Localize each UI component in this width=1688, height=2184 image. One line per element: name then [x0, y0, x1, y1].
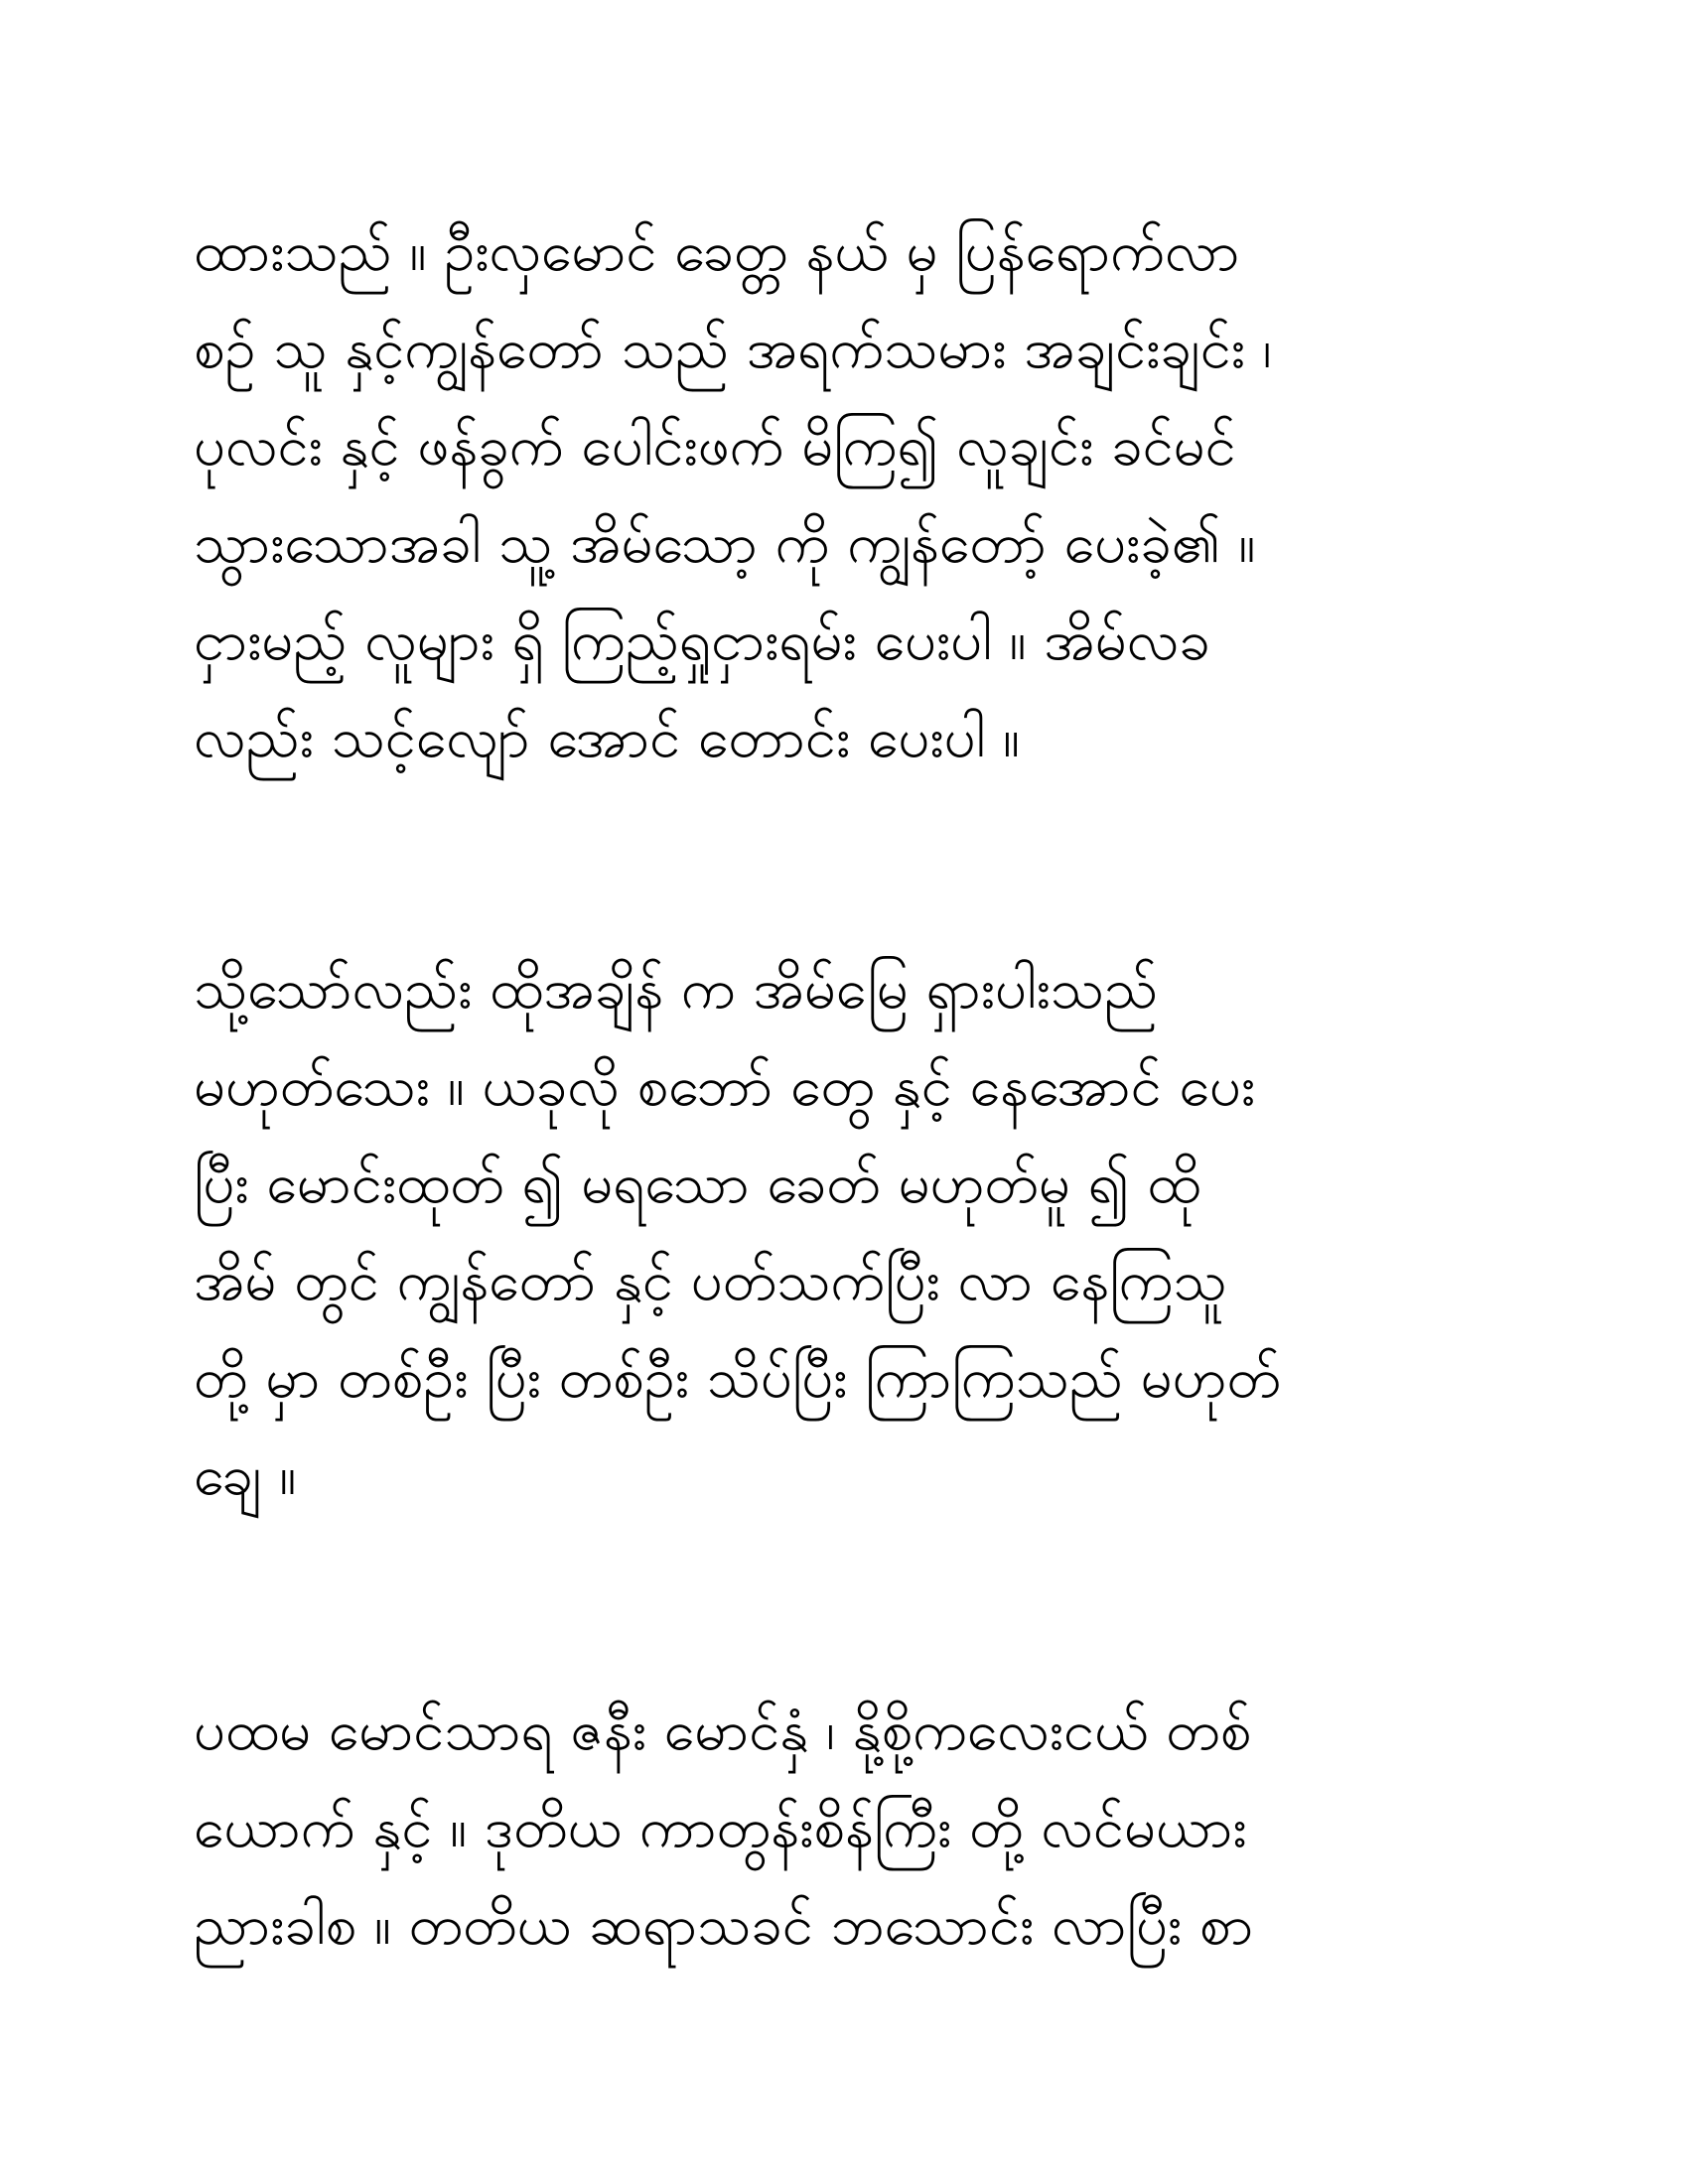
- text-line: ထားသည် ။ ဦးလှမောင် ခေတ္တ နယ် မှ ပြန်ရောက်လာ: [194, 219, 1240, 284]
- text-line: ပုလင်း နှင့် ဖန်ခွက် ပေါင်းဖက် မိကြ၍ လူချင်း ခင်မင်: [194, 414, 1236, 478]
- text-line: ချေ ။: [194, 1443, 297, 1508]
- text-line: မဟုတ်သေး ။ ယခုလို စဘော် တွေ နှင့် နေအောင် ပေး: [194, 1054, 1256, 1119]
- text-line: ပထမ မောင်သာရ ဇနီး မောင်နှံ ၊ နို့စို့ကလေးငယ် တစ်: [194, 1699, 1252, 1763]
- text-line: သို့သော်လည်း ထိုအချိန် က အိမ်မြေ ရှားပါးသည်: [194, 957, 1159, 1022]
- text-line: ယောက် နှင့် ။ ဒုတိယ ကာတွန်းစိန်ကြီး တို့ လင်မယား: [194, 1796, 1247, 1860]
- text-line: ပြီး မောင်းထုတ် ၍ မရသော ခေတ် မဟုတ်မူ ၍ ထို: [194, 1152, 1201, 1216]
- text-line: လည်း သင့်လျော် အောင် တောင်း ပေးပါ ။: [194, 706, 1020, 770]
- text-line: ညားခါစ ။ တတိယ ဆရာသခင် ဘသောင်း လာပြီး စာ: [194, 1893, 1254, 1958]
- text-line: သွားသောအခါ သူ့ အိမ်သော့ ကို ကျွန်တော့် ပေးခဲ့၏ ။: [194, 511, 1256, 576]
- paragraph-2: [194, 941, 1524, 1525]
- text-line: တို့ မှာ တစ်ဦး ပြီး တစ်ဦး သိပ်ပြီး ကြာကြသည် မဟုတ်: [194, 1346, 1281, 1411]
- text-line: အိမ် တွင် ကျွန်တော် နှင့် ပတ်သက်ပြီး လာ နေကြသူ: [194, 1249, 1227, 1313]
- text-line: ငှားမည့် လူများ ရှိ ကြည့်ရှုငှားရမ်း ပေးပါ ။ အိမ်လခ: [194, 609, 1210, 673]
- paragraph-1: [194, 204, 1524, 787]
- text-line: စဉ် သူ နှင့်ကျွန်တော် သည် အရက်သမား အချင်းချင်း ၊: [194, 317, 1272, 381]
- paragraph-3: [194, 1683, 1524, 1975]
